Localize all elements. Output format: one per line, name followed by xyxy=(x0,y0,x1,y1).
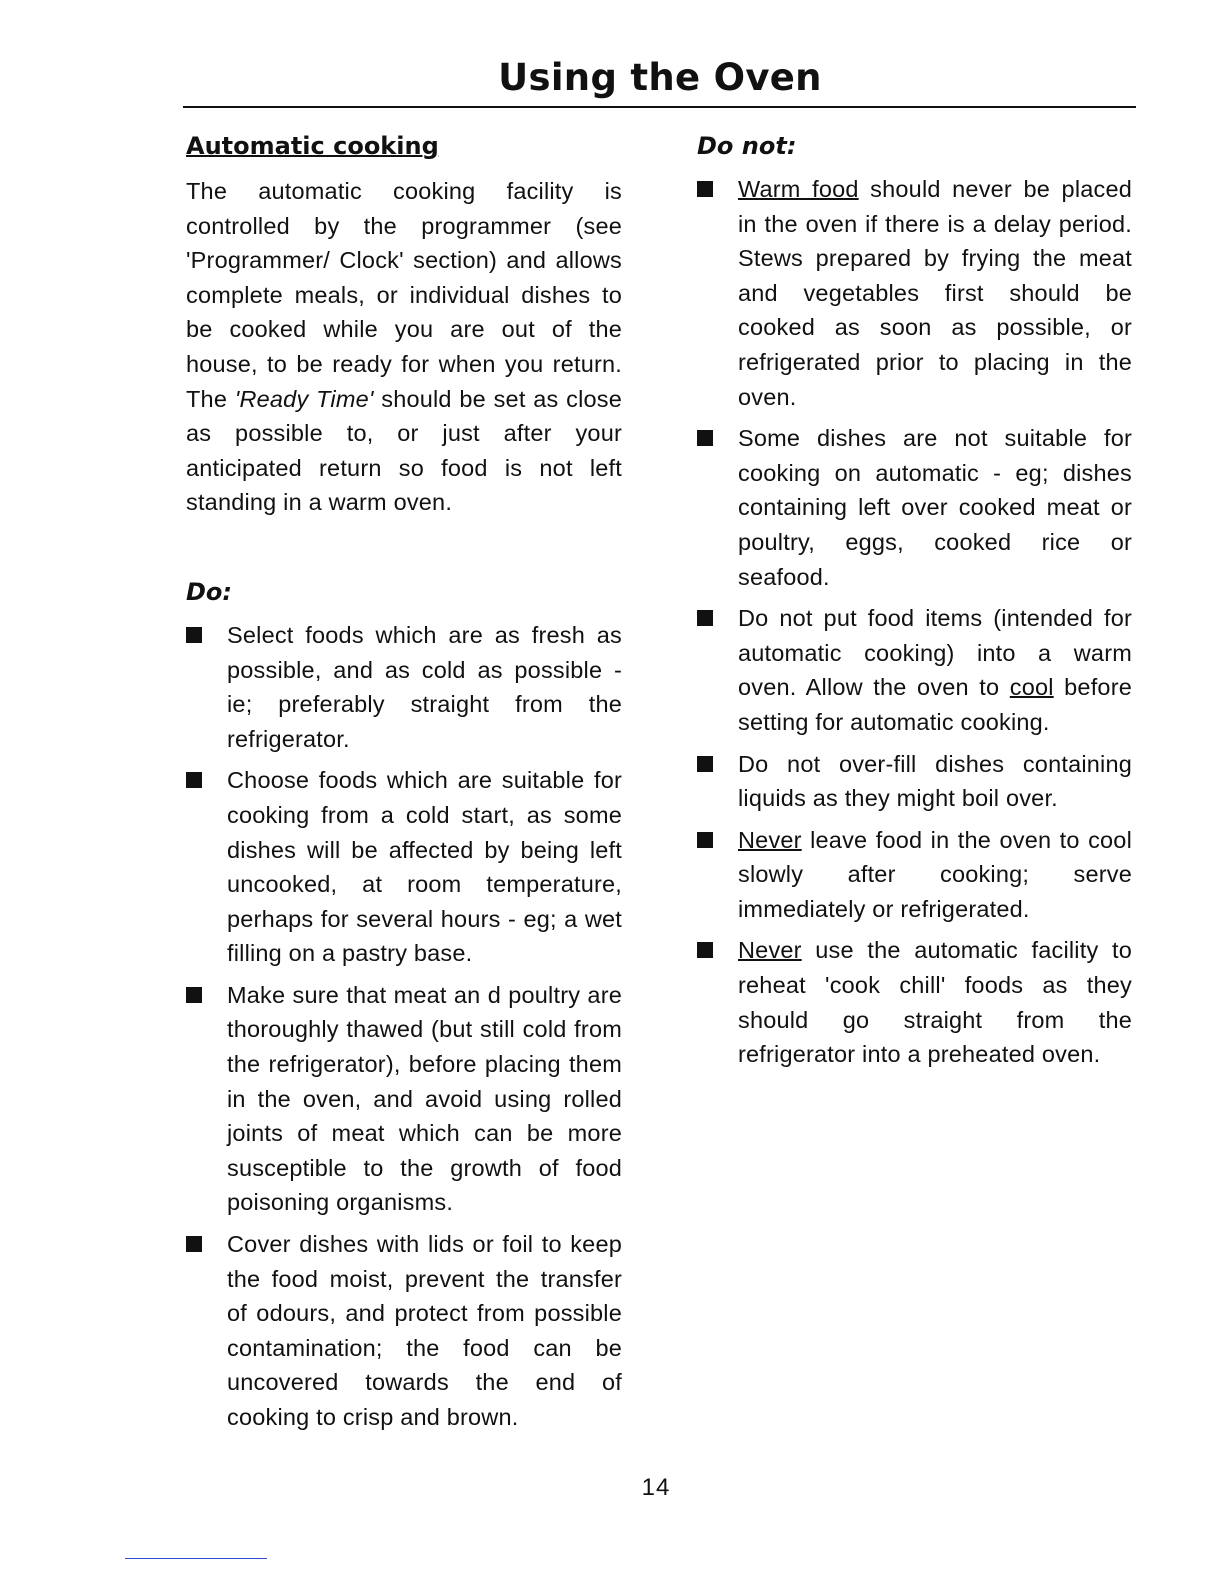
bullet-icon xyxy=(697,181,713,197)
bullet-icon xyxy=(697,942,713,958)
list-item xyxy=(186,763,622,971)
do-not-list xyxy=(697,172,1132,1072)
list-item xyxy=(697,933,1132,1071)
page-title: Using the Oven xyxy=(498,56,822,99)
page-number: 14 xyxy=(641,1474,671,1501)
right-column xyxy=(697,128,1132,1079)
list-item-text: should never be placed in the oven if there is a delay period. Stews prepared by frying the meat and vegetables first should be cooked as soon as possible, or refrigerated prior to placing in the oven. xyxy=(738,176,1132,410)
ready-time-term: 'Ready Time' xyxy=(234,385,374,412)
list-item xyxy=(697,601,1132,739)
list-item-text: Cover dishes with lids or foil to keep the food moist, prevent the transfer of odours, and protect from possible contamination; the food can be uncovered towards the end of cooking to crisp and brown. xyxy=(227,1231,622,1430)
bullet-icon xyxy=(186,627,202,643)
list-item xyxy=(697,421,1132,594)
bullet-icon xyxy=(186,987,202,1003)
list-item xyxy=(697,747,1132,816)
list-item-text: Some dishes are not suitable for cooking on automatic - eg; dishes containing left over cooked meat or poultry, eggs, cooked rice or seafood. xyxy=(738,425,1132,590)
list-item xyxy=(697,823,1132,927)
bullet-icon xyxy=(697,756,713,772)
list-item-text: Make sure that meat an d poultry are thoroughly thawed (but still cold from the refrigerator), before placing them in the oven, and avoid using rolled joints of meat which can be more susceptible to the growth of food poisoning organisms. xyxy=(227,981,622,1216)
bullet-icon xyxy=(186,1236,202,1252)
list-item-text: Select foods which are as fresh as possible, and as cold as possible - ie; preferably straight from the refrigerator. xyxy=(227,621,622,752)
list-item-text: Do not put food items (intended for automatic cooking) into a warm oven. Allow the oven to xyxy=(738,605,1132,701)
list-item-emphasis: Never xyxy=(738,826,802,853)
bullet-icon xyxy=(186,772,202,788)
bullet-icon xyxy=(697,832,713,848)
do-list xyxy=(186,618,622,1435)
bullet-icon xyxy=(697,610,713,626)
list-item-text: Choose foods which are suitable for cooking from a cold start, as some dishes will be affected by being left uncooked, at room temperature, perhaps for several hours - eg; a wet filling on a pastry base. xyxy=(227,767,622,967)
list-item-text: Do not over-fill dishes containing liquids as they might boil over. xyxy=(738,750,1132,812)
list-item xyxy=(186,1227,622,1435)
title-rule xyxy=(183,106,1136,108)
list-item-emphasis: Never xyxy=(738,937,802,964)
list-item-text-end: before setting for automatic cooking. xyxy=(738,674,1132,735)
paragraph-text-end: should be set as close as possible to, or just after your anticipated return so food is not left standing in a warm oven. xyxy=(186,385,622,516)
list-item xyxy=(186,618,622,756)
bullet-icon xyxy=(697,430,713,446)
do-heading: Do: xyxy=(186,577,233,606)
list-item-emphasis: cool xyxy=(1009,674,1054,701)
automatic-cooking-paragraph xyxy=(186,174,622,520)
list-item-text: use the automatic facility to reheat 'cook chill' foods as they should go straight from the refrigerator into a preheated oven. xyxy=(738,937,1132,1068)
automatic-cooking-heading: Automatic cooking xyxy=(186,132,439,160)
bottom-rule xyxy=(125,1558,267,1559)
paragraph-text: The automatic cooking facility is controlled by the programmer (see 'Programmer/ Clock' section) and allows complete meals, or individual dishes to be cooked while you are out of the house, to be ready for when you return. The xyxy=(186,178,622,412)
left-column xyxy=(186,128,622,1442)
do-not-heading: Do not: xyxy=(697,132,797,160)
list-item xyxy=(697,172,1132,414)
list-item xyxy=(186,978,622,1220)
list-item-emphasis: Warm food xyxy=(738,176,859,202)
list-item-text: leave food in the oven to cool slowly after cooking; serve immediately or refrigerated. xyxy=(738,826,1132,922)
